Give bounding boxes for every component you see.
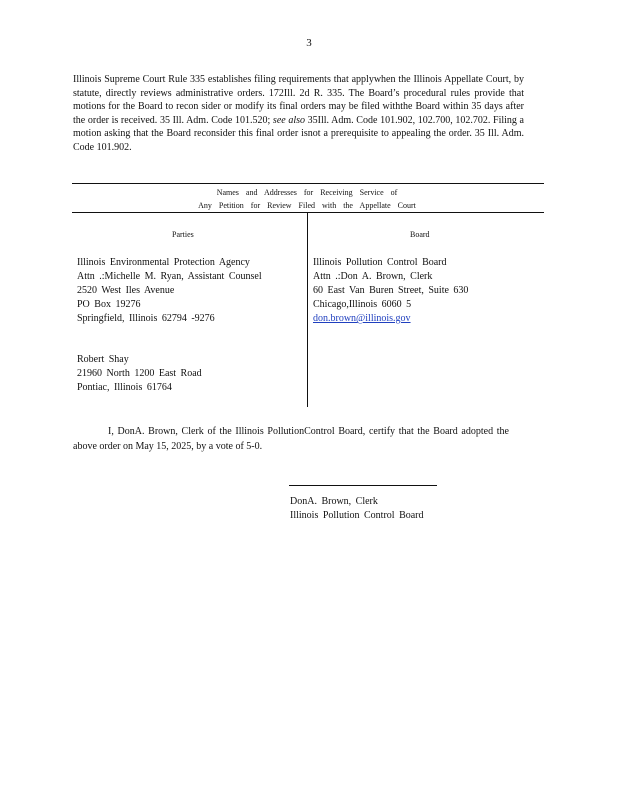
- party-city: Pontiac, Illinois 61764: [77, 382, 172, 393]
- party-street: 2520 West Iles Avenue: [77, 285, 175, 296]
- party-address-shay: [77, 353, 202, 395]
- board-address: [313, 256, 468, 326]
- party-name: Illinois Environmental Protection Agency: [77, 257, 250, 268]
- board-name: Illinois Pollution Control Board: [313, 257, 447, 268]
- signature-line: [289, 485, 437, 486]
- intro-text-part2: 35Ill. Adm. Code 101.902, 102.700, 102.702. Filing a motion asking that the Board reconsider this final order isnot a prerequisite to appealing the order. 35 Ill. Adm. Code 101.902.: [73, 114, 524, 153]
- certification-paragraph: I, DonA. Brown, Clerk of the Illinois PollutionControl Board, certify that the Board adopted the above order on May 15, 2025, by a vote of 5-0.: [73, 426, 509, 452]
- table-top-rule: [72, 183, 544, 184]
- signature-block: [290, 495, 424, 523]
- table-caption-line1: Names and Addresses for Receiving Service of: [216, 188, 398, 197]
- board-attention: Attn .:Don A. Brown, Clerk: [313, 271, 433, 282]
- party-po-box: PO Box 19276: [77, 299, 141, 310]
- table-header-rule: [72, 212, 544, 213]
- board-column-header: Board: [410, 230, 430, 239]
- page-number: 3: [306, 37, 312, 49]
- service-addresses-table: [72, 183, 544, 407]
- signer-organization: Illinois Pollution Control Board: [290, 510, 424, 521]
- board-city: Chicago,Illinois 6060 5: [313, 299, 412, 310]
- party-attention: Attn .:Michelle M. Ryan, Assistant Counsel: [77, 271, 262, 282]
- table-column-divider: [307, 212, 308, 407]
- parties-column-header: Parties: [172, 230, 194, 239]
- board-street: 60 East Van Buren Street, Suite 630: [313, 285, 469, 296]
- party-city: Springfield, Illinois 62794 -9276: [77, 313, 215, 324]
- signer-name: DonA. Brown, Clerk: [290, 496, 378, 507]
- appeal-rules-paragraph: [73, 73, 524, 155]
- table-caption: [162, 186, 452, 212]
- party-address-iepa: [77, 256, 262, 326]
- board-email-link[interactable]: don.brown@illinois.gov: [313, 313, 411, 324]
- intro-text-part1: Illinois Supreme Court Rule 335 establishes filing requirements that applywhen the Illinois Appellate Court, by statute, directly reviews administrative orders. 172Ill. 2d R. 335. The Board’s procedural rules provide that motions for the Board to recon sider or modify its final orders may be filed withthe Board within 35 days after the order is received. 35 Ill. Adm. Code 101.520;: [73, 74, 524, 126]
- see-also-citation-signal: see also: [272, 114, 306, 126]
- table-caption-line2: Any Petition for Review Filed with the Appellate Court: [198, 201, 416, 210]
- party-name: Robert Shay: [77, 354, 129, 365]
- party-street: 21960 North 1200 East Road: [77, 368, 202, 379]
